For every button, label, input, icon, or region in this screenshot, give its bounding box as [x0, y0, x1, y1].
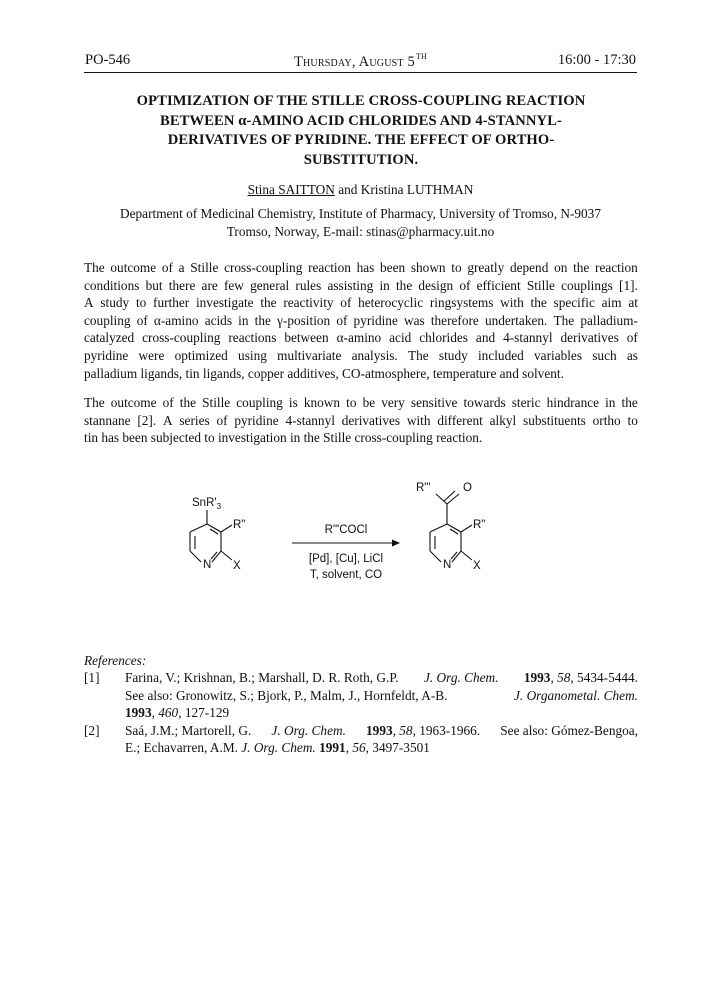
product-n-label: N — [443, 559, 452, 571]
title-line: OPTIMIZATION OF THE STILLE CROSS-COUPLING REACTION — [136, 93, 586, 109]
affiliation-line: Department of Medicinal Chemistry, Institute of Pharmacy, University of Tromso, N-9037 — [120, 206, 601, 221]
reference-journal: J. Org. Chem. — [423, 670, 499, 686]
reference-year: 1991 — [319, 740, 346, 756]
author-list — [84, 182, 637, 198]
title-line: SUBSTITUTION. — [303, 151, 419, 168]
reference-line — [125, 704, 638, 721]
reference-pages: , 3497-3501 — [365, 740, 430, 756]
conditions-line-1: [Pd], [Cu], LiCl — [308, 553, 384, 565]
reactant-n-label: N — [203, 559, 212, 571]
conditions-line-2: T, solvent, CO — [309, 569, 383, 581]
paragraph-line: A study to further investigate the reactivity of heterocyclic ringsystems with the specific aim at — [84, 295, 638, 311]
reference-authors: Saá, J.M.; Martorell, G. — [125, 722, 252, 738]
reference-1 — [84, 669, 638, 721]
paragraph-line: stannane [2]. A series of pyridine 4-stannyl derivatives with different alkyl substituents ortho to — [84, 412, 638, 428]
reference-year: 1993 — [366, 722, 393, 738]
paragraph-line: conditions but there are few general rules assisting in the design of efficient Stille couplings [1]. — [84, 277, 638, 293]
title-line: BETWEEN α-AMINO ACID CHLORIDES AND 4-STANNYL- — [160, 112, 562, 129]
reagent-label: R"'COCl — [324, 524, 368, 536]
paragraph-line: The outcome of a Stille cross-coupling reaction has been shown to greatly depend on the reaction — [84, 260, 638, 275]
reference-volume: 58 — [399, 722, 413, 738]
session-day-text: Thursday, August 5 — [293, 54, 415, 70]
reference-citation: 1993, 58, 5434-5444. — [523, 670, 638, 686]
poster-code: PO-546 — [85, 52, 131, 68]
reference-line — [125, 722, 638, 739]
reference-authors: Farina, V.; Krishnan, B.; Marshall, D. R. Roth, G.P. — [125, 670, 399, 686]
page-header — [84, 50, 637, 73]
paragraph-line: The outcome of the Stille coupling is known to be very sensitive towards steric hindrance in the — [84, 395, 638, 410]
abstract-paragraph-1 — [84, 259, 638, 382]
reference-year: 1993 — [523, 670, 551, 686]
reference-pages: , 5434-5444. — [570, 670, 638, 686]
reaction-arrowhead — [392, 540, 400, 547]
product-x-label: X — [473, 560, 481, 572]
paragraph-line: pyridine were optimized using multivariate analysis. The study included variables such as — [84, 347, 638, 363]
title-line: DERIVATIVES OF PYRIDINE. THE EFFECT OF ORTHO- — [167, 132, 555, 149]
reference-line — [125, 739, 638, 756]
reactant-r-label: R" — [233, 519, 246, 531]
day-superscript: TH — [415, 52, 428, 61]
abstract-paragraph-2 — [84, 394, 638, 447]
affiliation — [84, 205, 637, 240]
reaction-scheme — [170, 474, 540, 604]
reference-journal: J. Org. Chem. — [241, 740, 316, 756]
reference-journal: J. Organometal. Chem. — [514, 687, 638, 703]
product-r-label: R" — [473, 519, 486, 531]
reference-volume: 460 — [158, 705, 179, 721]
reactant-x-label: X — [233, 560, 241, 572]
reference-line — [125, 687, 638, 704]
paragraph-line: catalyzed cross-coupling reactions between α-amino acid chlorides and 4-stannyl derivatives of — [84, 330, 638, 346]
reference-authors: E.; Echavarren, A.M. — [125, 740, 238, 756]
reference-pages: , 1963-1966. — [412, 722, 481, 738]
reactant-stannyl-label: $SnR'_3$ — [192, 497, 222, 511]
affiliation-line: Tromso, Norway, E-mail: stinas@pharmacy.uit.no — [226, 223, 495, 239]
product-acyl-r-label: R"' — [416, 482, 431, 494]
reference-volume: 58 — [557, 670, 571, 686]
paragraph-line: tin has been subjected to investigation in the Stille cross-coupling reaction. — [84, 430, 483, 446]
paragraph-line: coupling of α-amino acids in the γ-position of pyridine was therefore undertaken. The palladium- — [84, 312, 638, 328]
paragraph-line: palladium ligands, tin ligands, copper additives, CO-atmosphere, temperature and solvent. — [84, 365, 564, 381]
paper-title — [96, 92, 626, 170]
reference-number: [1] — [84, 670, 100, 686]
product-structure — [430, 491, 472, 562]
reference-number: [2] — [84, 722, 100, 738]
reference-line — [125, 669, 638, 686]
reference-see-also: See also: Gronowitz, S.; Bjork, P., Malm, J., Hornfeldt, A-B. — [125, 687, 448, 703]
reactant-structure — [190, 510, 232, 562]
session-time: 16:00 - 17:30 — [557, 52, 636, 68]
reaction-scheme-svg — [170, 474, 540, 604]
reference-2 — [84, 722, 638, 757]
references-section — [84, 652, 638, 756]
reference-year: 1993 — [125, 705, 152, 721]
co-author: Kristina LUTHMAN — [360, 182, 474, 197]
reference-citation: 1993, 58, 1963-1966. — [366, 722, 481, 738]
reference-pages: , 127-129 — [178, 705, 230, 721]
reference-volume: 56 — [352, 740, 366, 756]
session-day — [84, 52, 637, 71]
reference-citation: J. Org. Chem. 1991, 56, 3497-3501 — [241, 740, 430, 756]
reference-citation: 1993, 460, 127-129 — [125, 705, 230, 721]
presenting-author: Stina SAITTON — [247, 182, 335, 197]
author-connector: and — [334, 182, 361, 197]
product-oxygen-label: O — [463, 482, 472, 494]
reference-journal: J. Org. Chem. — [271, 722, 346, 738]
reference-see-also: See also: Gómez-Bengoa, — [500, 722, 638, 738]
references-heading: References: — [84, 653, 147, 668]
